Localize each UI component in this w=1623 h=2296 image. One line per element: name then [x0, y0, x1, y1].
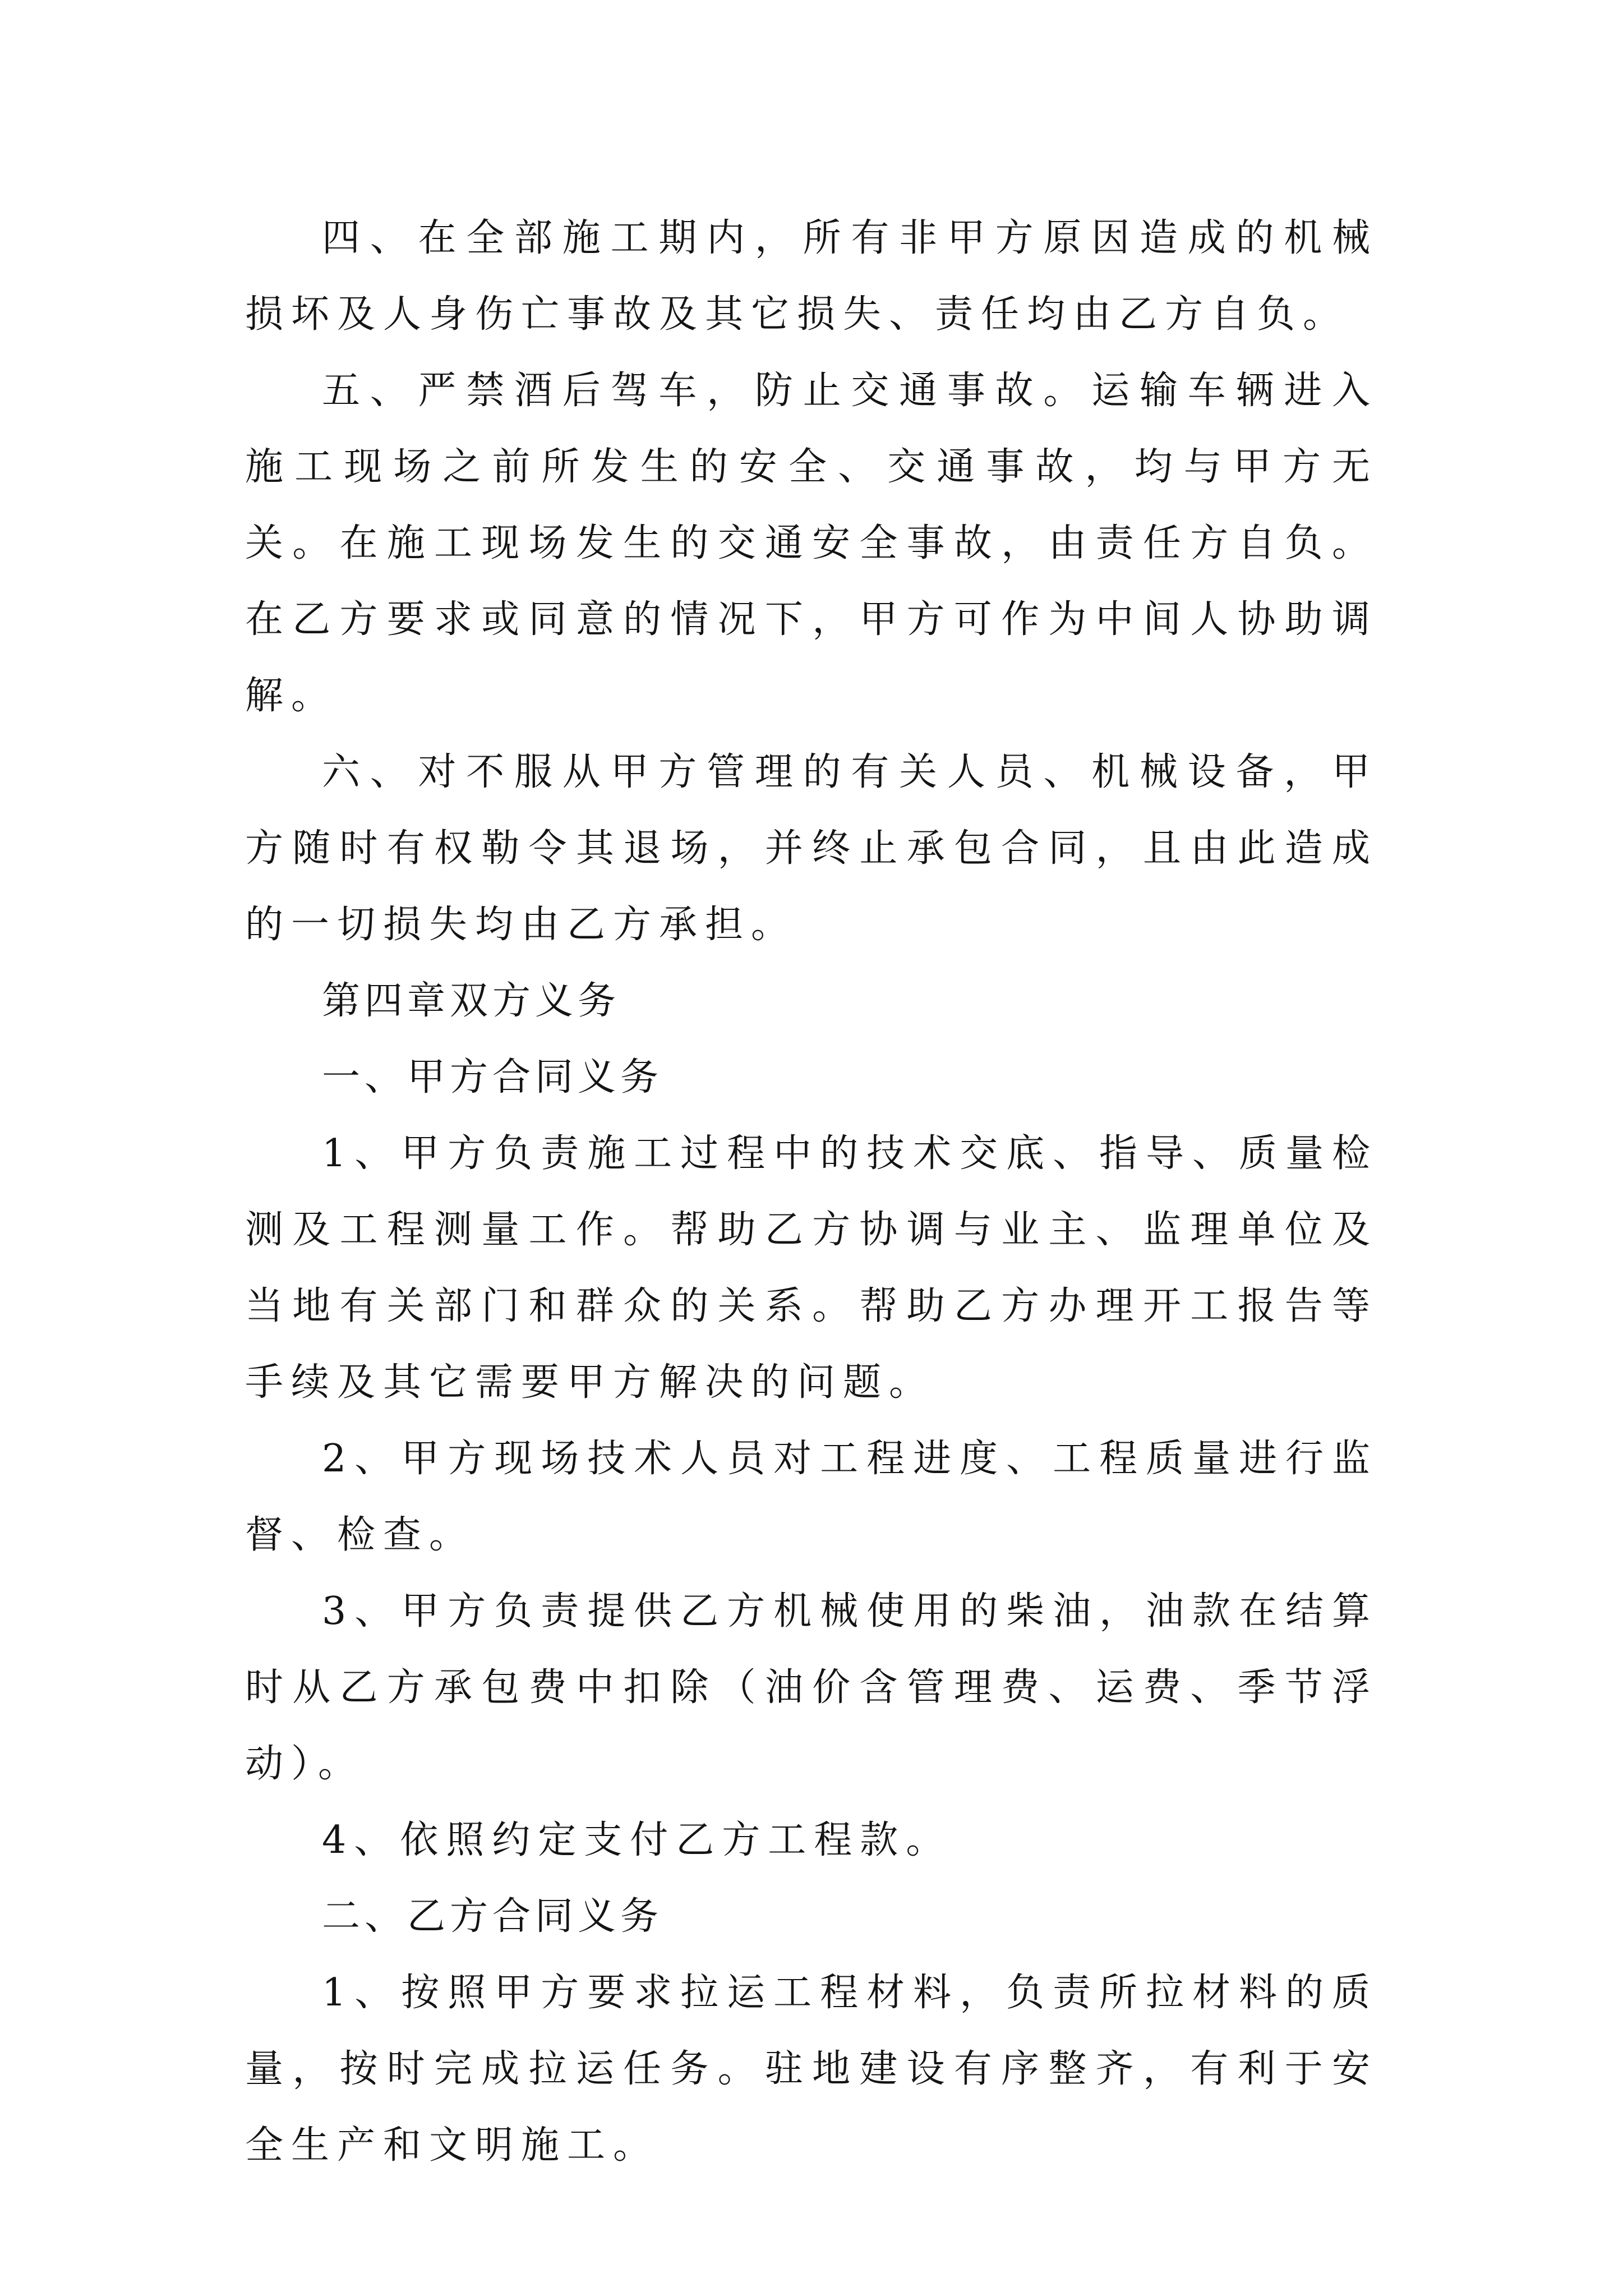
paragraph-clause-4: 四、在全部施工期内，所有非甲方原因造成的机械损坏及人身伤亡事故及其它损失、责任均由乙方自负。 [245, 216, 1378, 337]
party-a-item-2: 2、甲方现场技术人员对工程进度、工程质量进行监督、检查。 [245, 1437, 1378, 1557]
section-heading-party-a: 一、甲方合同义务 [322, 1055, 663, 1099]
party-a-item-1: 1、甲方负责施工过程中的技术交底、指导、质量检测及工程测量工作。帮助乙方协调与业主、监理单位及当地有关部门和群众的关系。帮助乙方办理开工报告等手续及其它需要甲方解决的问题。 [245, 1131, 1378, 1405]
party-b-item-1: 1、按照甲方要求拉运工程材料，负责所拉材料的质量，按时完成拉运任务。驻地建设有序整齐，有利于安全生产和文明施工。 [245, 1971, 1378, 2168]
paragraph-clause-6: 六、对不服从甲方管理的有关人员、机械设备，甲方随时有权勒令其退场，并终止承包合同，且由此造成的一切损失均由乙方承担。 [245, 750, 1378, 947]
paragraph-clause-5: 五、严禁酒后驾车，防止交通事故。运输车辆进入施工现场之前所发生的安全、交通事故，均与甲方无关。在施工现场发生的交通安全事故，由责任方自负。在乙方要求或同意的情况下，甲方可作为中间人协助调解。 [245, 369, 1378, 718]
party-a-item-3: 3、甲方负责提供乙方机械使用的柴油，油款在结算时从乙方承包费中扣除（油价含管理费、运费、季节浮动）。 [245, 1589, 1378, 1786]
section-heading-party-b: 二、乙方合同义务 [322, 1894, 663, 1939]
chapter-heading: 第四章双方义务 [322, 979, 621, 1023]
document-body [245, 200, 1378, 2184]
party-a-item-4: 4、依照约定支付乙方工程款。 [322, 1818, 952, 1862]
